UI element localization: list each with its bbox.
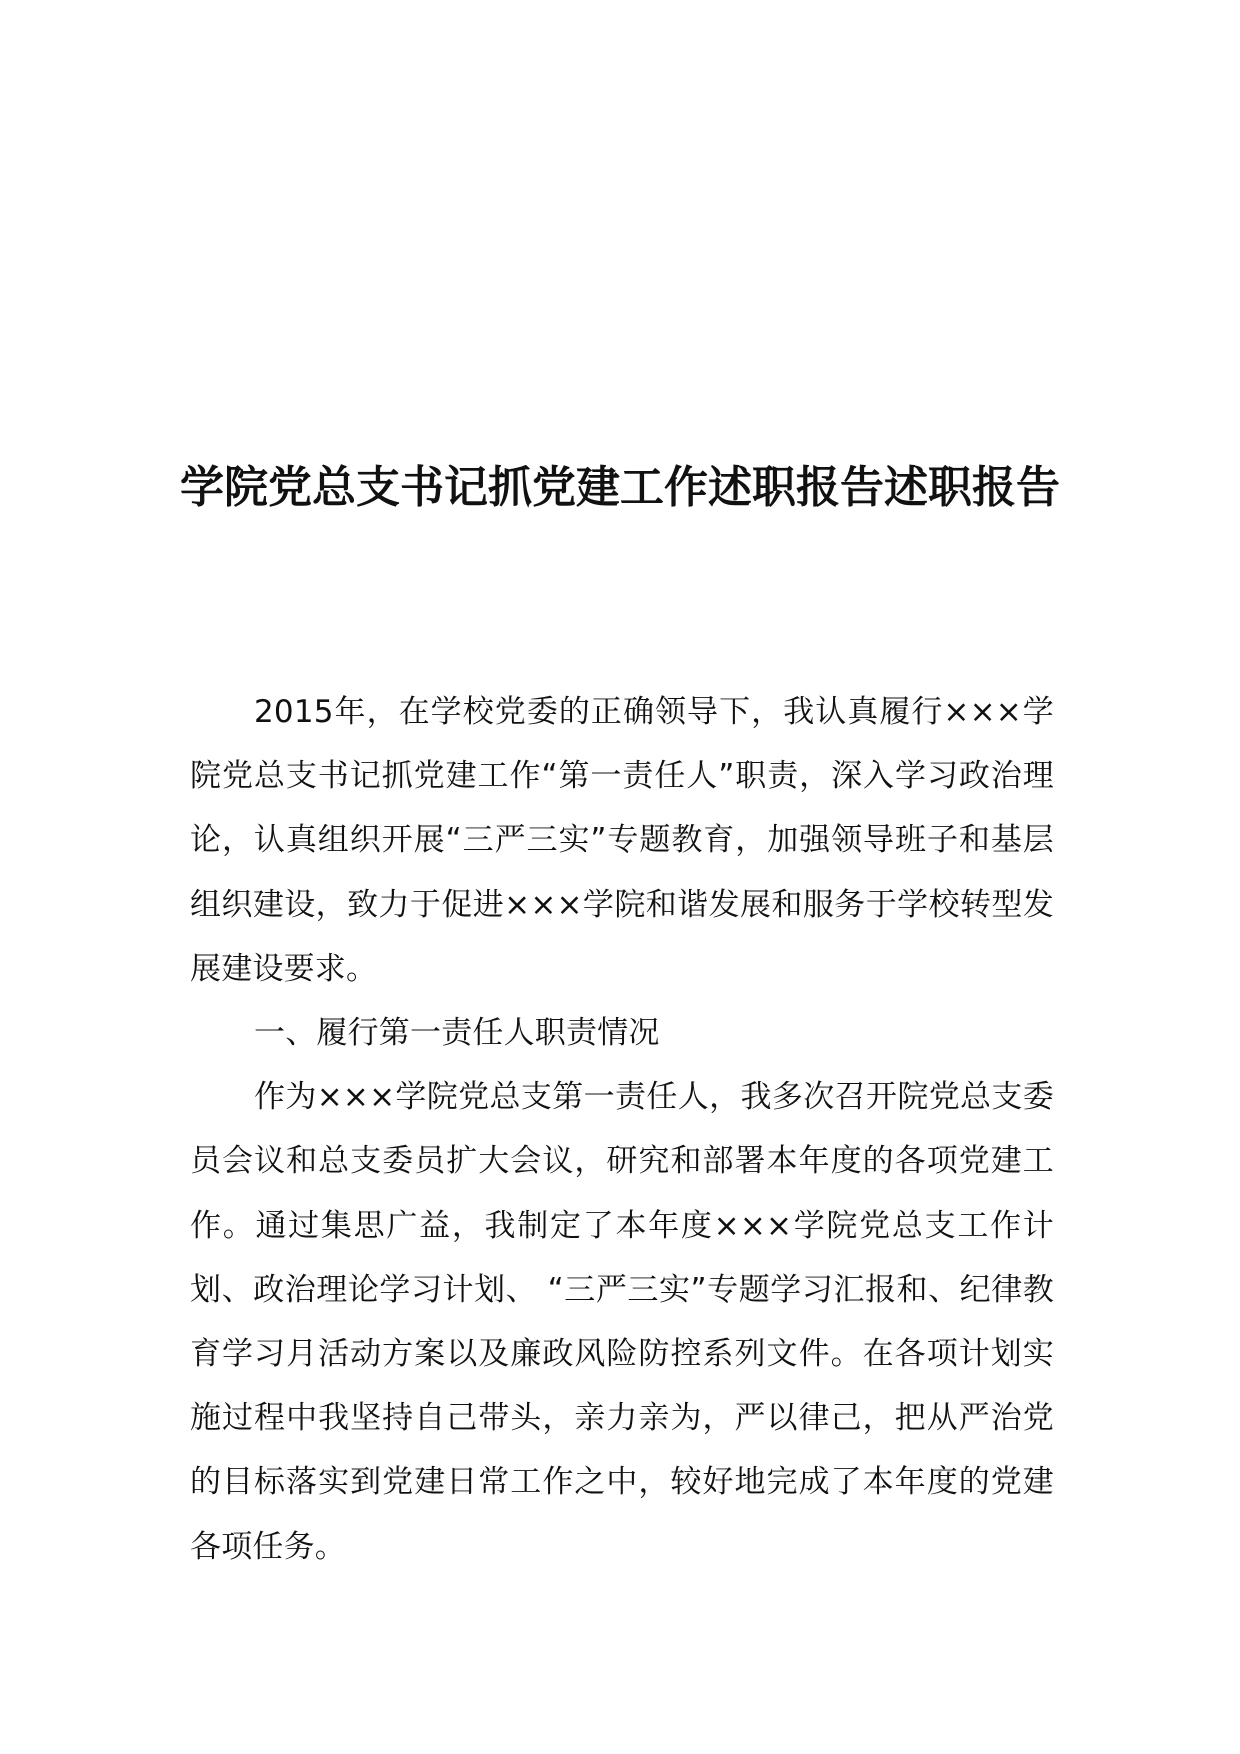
section-heading: 一、履行第一责任人职责情况 <box>254 1015 660 1052</box>
document-body <box>190 680 1054 1579</box>
paragraph-intro: 2015年，在学校党委的正确领导下，我认真履行×××学院党总支书记抓党建工作“第一责任人”职责，深入学习政治理论，认真组织开展“三严三实”专题教育，加强领导班子和基层组织建设，致力于促进×××学院和谐发展和服务于学校转型发展建设要求。 <box>190 694 1054 987</box>
document-title: 学院党总支书记抓党建工作述职报告述职报告 <box>180 462 1060 513</box>
paragraph-section-one: 作为×××学院党总支第一责任人，我多次召开院党总支委员会议和总支委员扩大会议，研究和部署本年度的各项党建工作。通过集思广益，我制定了本年度×××学院党总支工作计划、政治理论学习计划、 “三严三实”专题学习汇报和、纪律教育学习月活动方案以及廉政风险防控系列文件。在各项计划实施过程中我坚持自己带头，亲力亲为，严以律己，把从严治党的目标落实到党建日常工作之中，较好地完成了本年度的党建各项任务。 <box>190 1079 1054 1565</box>
